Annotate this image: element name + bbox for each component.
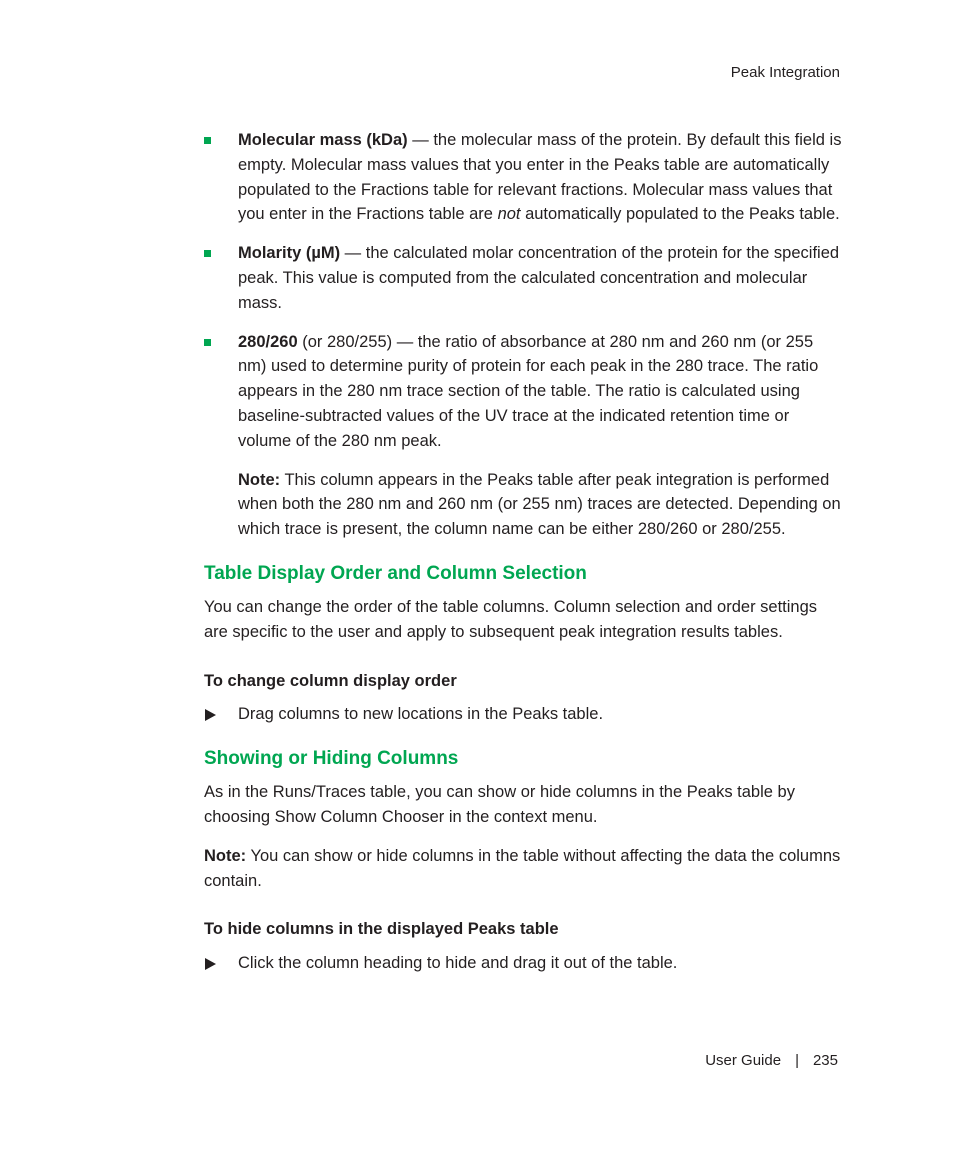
term: Molecular mass (kDa) [238, 131, 408, 149]
definition: — the calculated molar concentration of the protein for the specified peak. This value is computed from the calculated concentration and molecular mass. [238, 244, 840, 312]
square-bullet-icon [204, 137, 211, 144]
procedure-step [204, 702, 844, 727]
page-number: 235 [812, 1052, 838, 1069]
procedure-step [204, 951, 844, 976]
list-item [204, 128, 844, 227]
term: Molarity (µM) [238, 244, 341, 263]
procedure-heading: To change column display order [204, 671, 457, 690]
list-item [204, 241, 844, 315]
procedure-heading: To hide columns in the displayed Peaks table [204, 920, 559, 939]
note-label: Note: [238, 470, 281, 489]
paragraph: As in the Runs/Traces table, you can show or hide columns in the Peaks table by choosing Show Column Chooser in the context menu. [204, 783, 795, 826]
note-text: You can show or hide columns in the table without affecting the data the columns contain. [204, 846, 841, 890]
note-label: Note: [204, 846, 247, 865]
square-bullet-icon [204, 339, 211, 346]
step-text: Click the column heading to hide and drag it out of the table. [238, 954, 678, 973]
section-heading: Table Display Order and Column Selection [204, 562, 587, 584]
term: 280/260 [238, 332, 298, 351]
emphasis: not [497, 205, 521, 224]
definition-continued: automatically populated to the Peaks table. [520, 205, 840, 224]
square-bullet-icon [204, 250, 211, 257]
definition: (or 280/255) — the ratio of absorbance at 280 nm and 260 nm (or 255 nm) used to determine purity of protein for each peak in the 280 trace. The ratio appears in the 280 nm trace section of the table. The ratio is calculated using baseline-subtracted values of the UV trace at the indicated retention time or volume of the 280 nm peak. [238, 332, 819, 450]
note-text: This column appears in the Peaks table after peak integration is performed when both the 280 nm and 260 nm (or 255 nm) traces are detected. Depending on which trace is present, the column name can be either 280/260 or 280/255. [238, 470, 841, 539]
footer-label: User Guide [705, 1052, 782, 1069]
running-head: Peak Integration [730, 64, 840, 81]
note [204, 468, 844, 542]
triangle-step-icon [205, 958, 216, 970]
note [204, 844, 844, 894]
definition: — the molecular mass of the protein. By default this field is empty. Molecular mass values that you enter in the Peaks table are automatically populated to the Fractions table for relevant fractions. Molecular mass values that you enter in the Fractions table are [238, 131, 842, 224]
section-heading: Showing or Hiding Columns [204, 748, 459, 770]
paragraph: You can change the order of the table columns. Column selection and order settings are specific to the user and apply to subsequent peak integration results tables. [204, 597, 818, 641]
page-content [204, 128, 844, 990]
footer-separator: | [795, 1052, 799, 1069]
page-footer [705, 1052, 838, 1069]
list-item [204, 330, 844, 454]
step-text: Drag columns to new locations in the Peaks table. [238, 705, 604, 724]
triangle-step-icon [205, 709, 216, 721]
